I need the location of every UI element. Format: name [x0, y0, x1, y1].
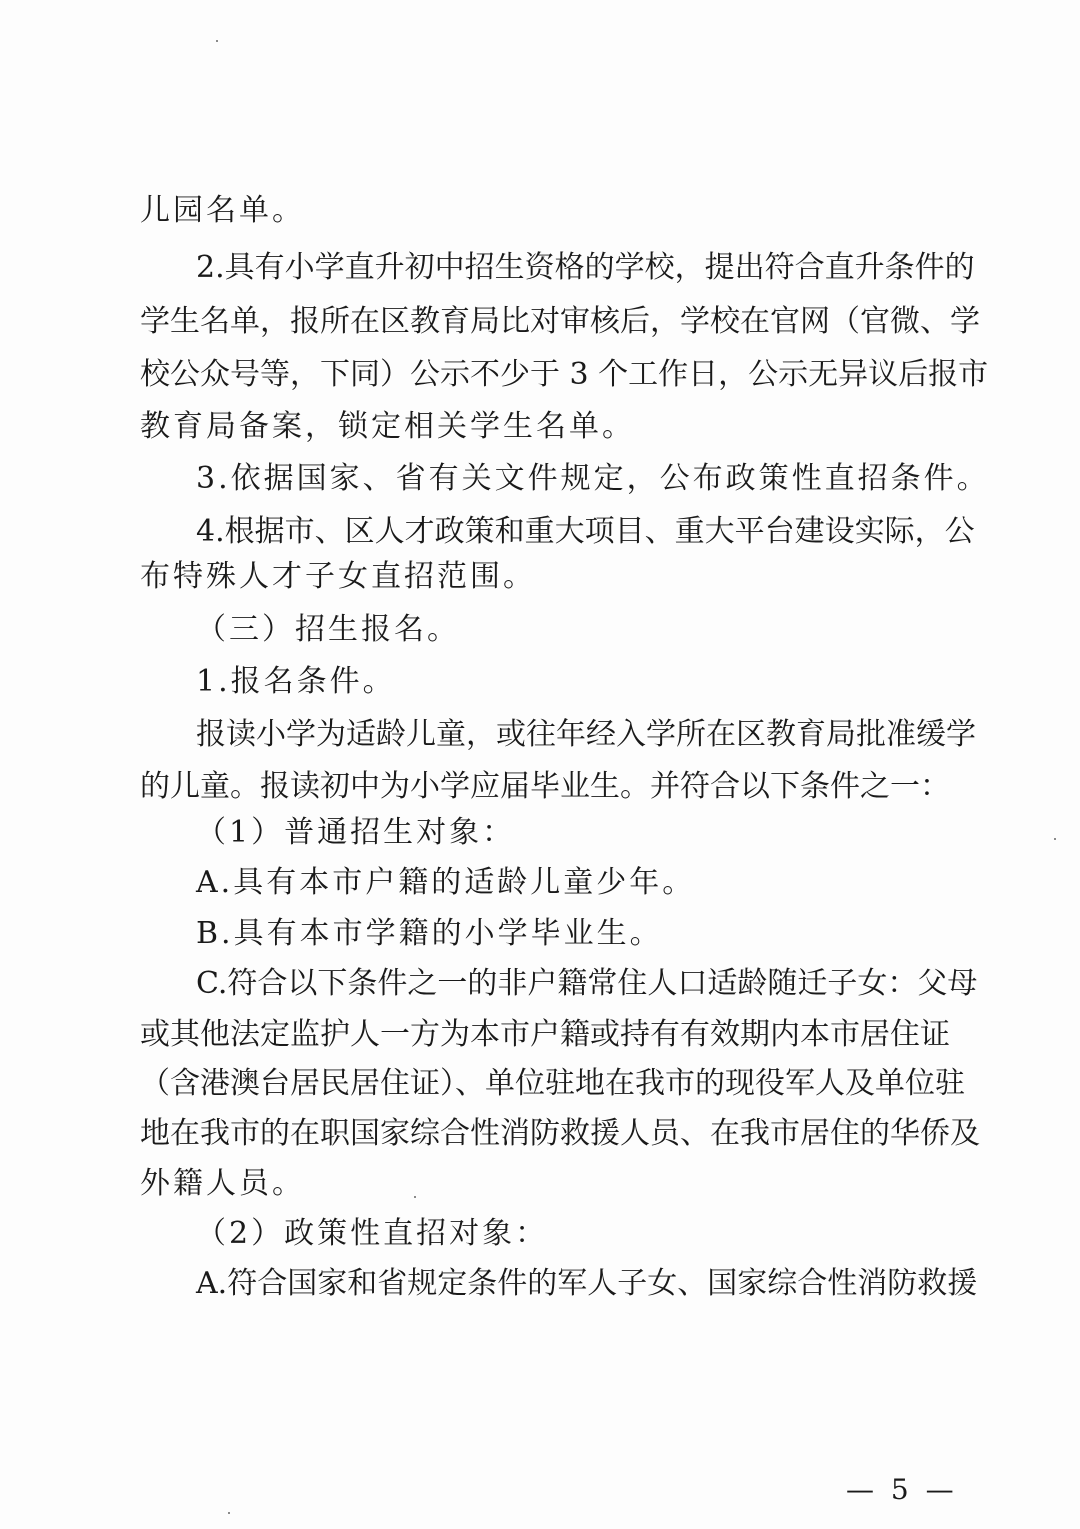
scan-speck [1054, 838, 1056, 840]
text-line: A.具有本市户籍的适龄儿童少年。 [196, 865, 696, 900]
scan-speck [414, 1196, 416, 1198]
text-line: 3.依据国家、省有关文件规定，公布政策性直招条件。 [196, 461, 990, 496]
text-line: 教育局备案，锁定相关学生名单。 [140, 409, 635, 444]
text-line: B.具有本市学籍的小学毕业生。 [196, 916, 663, 951]
text-line: A.符合国家和省规定条件的军人子女、国家综合性消防救援 [196, 1266, 978, 1301]
page-number: — 5 — [846, 1473, 958, 1506]
text-line: （1）普通招生对象： [196, 815, 516, 850]
subsection-heading: 1.报名条件。 [196, 664, 396, 699]
text-line: 地在我市的在职国家综合性消防救援人员、在我市居住的华侨及 [140, 1116, 980, 1151]
text-line: 校公众号等，下同）公示不少于 3 个工作日，公示无异议后报市 [140, 357, 989, 392]
text-line: 布特殊人才子女直招范围。 [140, 559, 536, 594]
text-line: 或其他法定监护人一方为本市户籍或持有有效期内本市居住证 [140, 1017, 950, 1052]
text-line: 儿园名单。 [140, 193, 305, 228]
scan-speck [216, 40, 218, 42]
text-line: 报读小学为适龄儿童，或往年经入学所在区教育局批准缓学 [196, 717, 976, 752]
section-heading: （三）招生报名。 [196, 612, 460, 647]
text-line: （2）政策性直招对象： [196, 1216, 549, 1251]
scan-speck [228, 1512, 230, 1514]
text-line: 4.根据市、区人才政策和重大项目、重大平台建设实际，公 [196, 514, 975, 549]
text-line: 学生名单，报所在区教育局比对审核后，学校在官网（官微、学 [140, 304, 980, 339]
text-line: （含港澳台居民居住证）、单位驻地在我市的现役军人及单位驻 [140, 1066, 965, 1101]
text-line: 外籍人员。 [140, 1166, 305, 1201]
text-line: 的儿童。报读初中为小学应届毕业生。并符合以下条件之一： [140, 769, 950, 804]
text-line: 2.具有小学直升初中招生资格的学校，提出符合直升条件的 [196, 250, 975, 285]
text-line: C.符合以下条件之一的非户籍常住人口适龄随迁子女：父母 [196, 966, 978, 1001]
